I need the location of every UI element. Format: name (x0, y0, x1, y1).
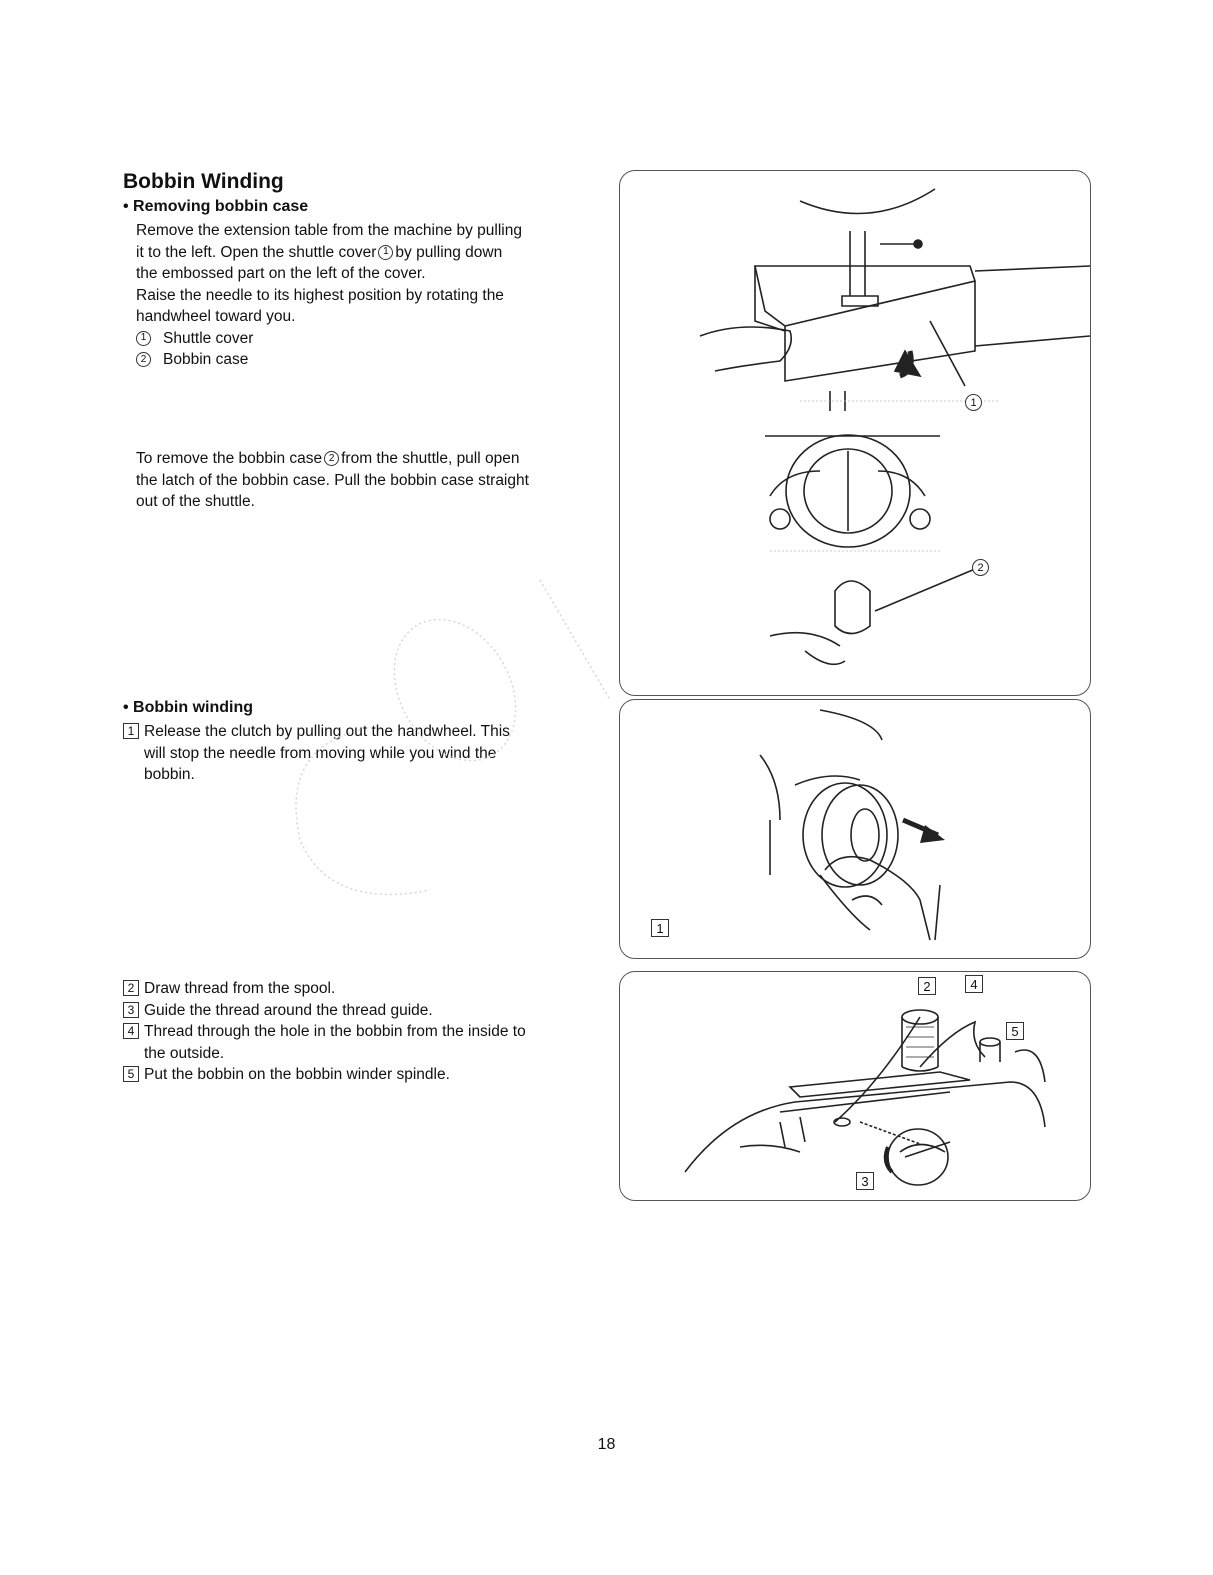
illustration-bobbin-winder (620, 972, 1090, 1200)
text-line: the outside. (144, 1044, 225, 1062)
callout-bobbin-case: 2 (972, 559, 989, 576)
step-item (123, 978, 603, 1000)
step-number: 1 (123, 723, 139, 739)
text: the embossed part on the left of the cover. (136, 265, 426, 282)
section-heading-winding: • Bobbin winding (123, 699, 254, 716)
illustration-machine-bed (620, 171, 1090, 695)
step-label: 2 (918, 977, 936, 995)
text-line (136, 242, 606, 264)
legend-item (136, 349, 606, 371)
text: the latch of the bobbin case. Pull the bobbin case straight (136, 471, 529, 489)
section-heading-removing: • Removing bobbin case (123, 198, 309, 215)
legend-item (136, 328, 606, 350)
text-line (136, 285, 606, 307)
step-item (123, 1021, 603, 1064)
text-line (136, 220, 606, 242)
callout-number: 1 (378, 245, 393, 260)
step-number: 4 (123, 1023, 139, 1039)
text: it to the left. Open the shuttle cover (136, 243, 377, 261)
figure-handwheel (619, 699, 1091, 959)
text-line: Release the clutch by pulling out the handwheel. This (144, 723, 510, 740)
step-number: 2 (123, 980, 139, 996)
page-number: 18 (597, 1436, 616, 1453)
remove-case-instructions (136, 448, 606, 513)
illustration-handwheel (620, 700, 1090, 958)
figure-shuttle-cover (619, 170, 1091, 696)
step-text (144, 1021, 526, 1064)
text-line (136, 491, 606, 513)
text-line (136, 448, 606, 470)
step-item (123, 1064, 603, 1086)
text-line (136, 470, 606, 492)
text-line: bobbin. (144, 766, 195, 783)
step-text: Put the bobbin on the bobbin winder spindle. (144, 1066, 450, 1083)
text: handwheel toward you. (136, 308, 296, 325)
step-text (144, 721, 510, 786)
text: Remove the extension table from the machine by pulling (136, 222, 522, 239)
callout-number: 2 (324, 451, 339, 466)
callout-number: 2 (136, 352, 151, 367)
step-number: 3 (123, 1002, 139, 1018)
callout-number: 1 (136, 331, 151, 346)
step-label: 4 (965, 975, 983, 993)
legend-label: Bobbin case (163, 351, 249, 368)
text-line: Thread through the hole in the bobbin from the inside to (144, 1023, 526, 1040)
text-line: will stop the needle from moving while you wind the (144, 744, 497, 762)
winding-steps-2-5 (123, 978, 603, 1086)
step-item (123, 1000, 603, 1022)
figure-bobbin-winder (619, 971, 1091, 1201)
step-item (123, 721, 603, 786)
step-label: 1 (651, 919, 669, 937)
removing-instructions (136, 220, 606, 371)
step-number: 5 (123, 1066, 139, 1082)
text-line (136, 263, 606, 285)
winding-step-1 (123, 721, 603, 786)
text: by pulling down (395, 243, 503, 261)
text: from the shuttle, pull open (341, 450, 520, 467)
step-text: Guide the thread around the thread guide. (144, 1001, 433, 1019)
callout-shuttle-cover: 1 (965, 394, 982, 411)
step-text: Draw thread from the spool. (144, 980, 336, 997)
page-title: Bobbin Winding (123, 170, 284, 193)
text: To remove the bobbin case (136, 450, 323, 467)
legend-label: Shuttle cover (163, 329, 254, 347)
step-label: 5 (1006, 1022, 1024, 1040)
text: out of the shuttle. (136, 493, 255, 510)
text: Raise the needle to its highest position by rotating the (136, 286, 504, 304)
text-line (136, 306, 606, 328)
step-label: 3 (856, 1172, 874, 1190)
